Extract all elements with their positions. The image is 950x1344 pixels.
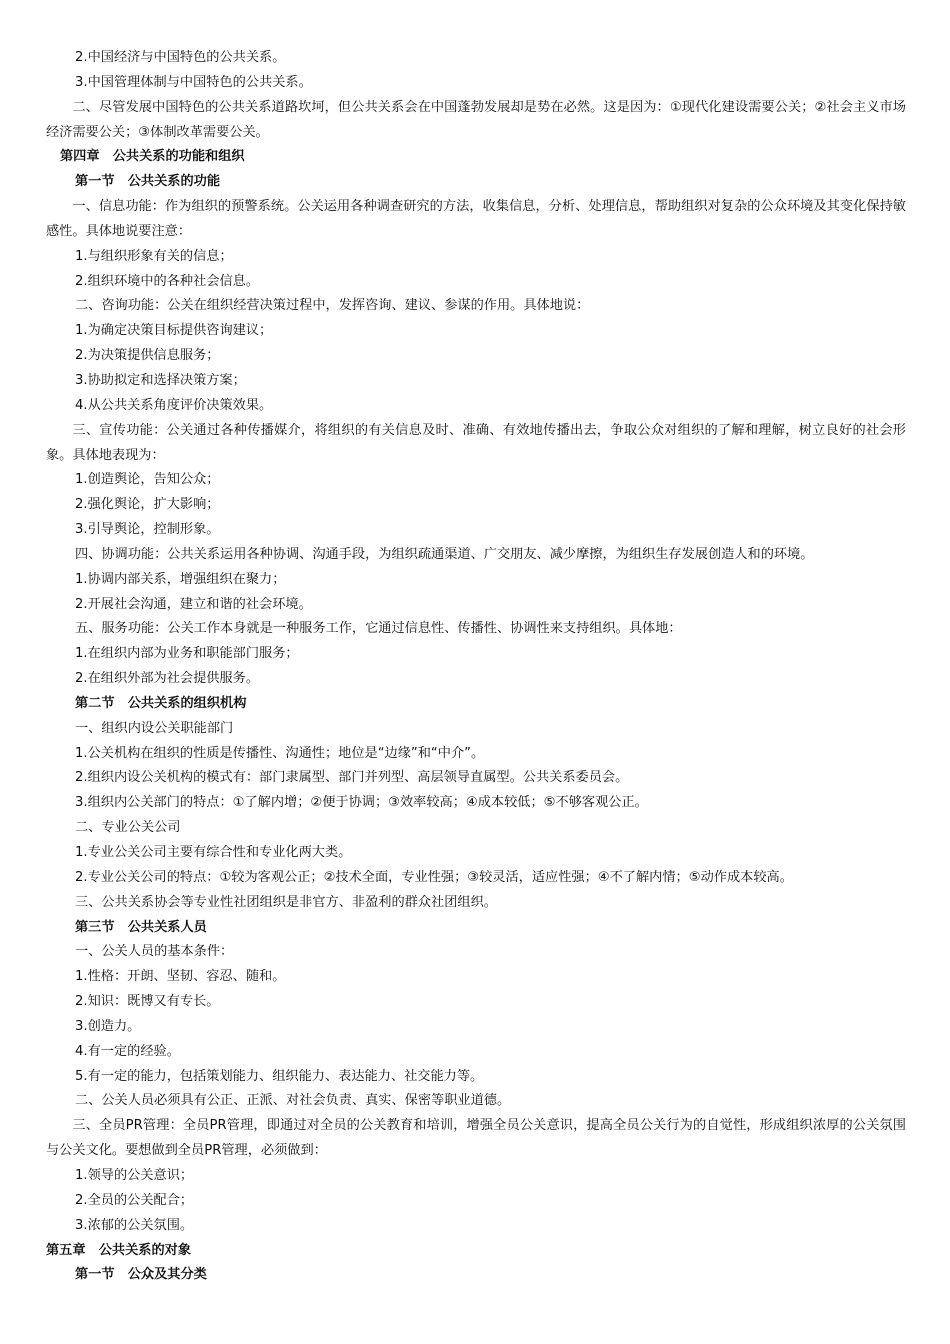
section-heading: 第二节 公共关系的组织机构 [75, 695, 247, 711]
list-item: 3.协助拟定和选择决策方案； [75, 372, 246, 388]
list-item: 3.引导舆论，控制形象。 [75, 522, 220, 538]
paragraph: 三、全员PR管理：全员PR管理，即通过对全员的公关教育和培训，增强全员公关意识，提高全员公关行为的自觉性，形成组织浓厚的公关氛围与公关文化。要想做到全员PR管理，必须做到： [46, 1118, 906, 1159]
paragraph: 一、信息功能：作为组织的预警系统。公关运用各种调查研究的方法，收集信息，分析、处理信息，帮助组织对复杂的公众环境及其变化保持敏感性。具体地说要注意： [46, 199, 906, 239]
list-item: 2.强化舆论，扩大影响； [75, 497, 220, 513]
list-item: 1.创造舆论，告知公众； [75, 472, 220, 488]
list-item: 5.有一定的能力，包括策划能力、组织能力、表达能力、社交能力等。 [75, 1068, 484, 1084]
list-item: 1.性格：开朗、坚韧、容忍、随和。 [75, 969, 286, 985]
list-item: 4.有一定的经验。 [75, 1043, 180, 1059]
list-item: 1.公关机构在组织的性质是传播性、沟通性；地位是“边缘”和“中介”。 [75, 745, 485, 761]
list-item: 3.组织内公关部门的特点：①了解内增；②便于协调；③效率较高；④成本较低；⑤不够客观公正。 [75, 795, 648, 811]
chapter-heading: 第五章 公共关系的对象 [46, 1242, 192, 1258]
list-item: 2.在组织外部为社会提供服务。 [75, 671, 260, 687]
list-item: 1.协调内部关系，增强组织在聚力； [75, 571, 286, 587]
list-item: 1.领导的公关意识； [75, 1167, 194, 1183]
list-item: 3.中国管理体制与中国特色的公共关系。 [75, 74, 312, 90]
list-item: 4.从公共关系角度评价决策效果。 [75, 397, 273, 413]
paragraph: 二、专业公关公司 [75, 820, 181, 836]
list-item: 2.知识：既博又有专长。 [75, 994, 220, 1010]
list-item: 2.组织环境中的各种社会信息。 [75, 273, 260, 289]
section-heading: 第一节 公共关系的功能 [75, 174, 221, 190]
list-item: 2.为决策提供信息服务； [75, 348, 220, 364]
list-item: 1.为确定决策目标提供咨询建议； [75, 323, 273, 339]
paragraph: 一、公关人员的基本条件： [75, 944, 234, 960]
list-item: 1.与组织形象有关的信息； [75, 248, 233, 264]
list-item: 3.创造力。 [75, 1018, 141, 1034]
list-item: 2.中国经济与中国特色的公共关系。 [75, 50, 286, 65]
section-heading: 第一节 公众及其分类 [75, 1267, 207, 1283]
chapter-heading: 第四章 公共关系的功能和组织 [60, 149, 245, 165]
paragraph: 五、服务功能：公关工作本身就是一种服务工作，它通过信息性、传播性、协调性来支持组织。具体地： [75, 621, 682, 637]
paragraph: 一、组织内设公关职能部门 [75, 720, 234, 736]
list-item: 2.全员的公关配合； [75, 1192, 194, 1208]
paragraph: 四、协调功能：公共关系运用各种协调、沟通手段，为组织疏通渠道、广交朋友、减少摩擦，为组织生存发展创造人和的环境。 [75, 546, 814, 562]
paragraph: 三、宣传功能：公关通过各种传播媒介，将组织的有关信息及时、准确、有效地传播出去，争取公众对组织的了解和理解，树立良好的社会形象。具体地表现为： [46, 422, 906, 463]
list-item: 2.专业公关公司的特点：①较为客观公正；②技术全面，专业性强；③较灵活，适应性强；④不了解内情；⑤动作成本较高。 [75, 869, 793, 885]
paragraph: 二、尽管发展中国特色的公共关系道路坎坷，但公共关系会在中国蓬勃发展却是势在必然。这是因为：①现代化建设需要公关；②社会主义市场经济需要公关；③体制改革需要公关。 [46, 99, 906, 140]
list-item: 3.浓郁的公关氛围。 [75, 1217, 194, 1233]
section-heading: 第三节 公共关系人员 [75, 919, 207, 935]
list-item: 1.在组织内部为业务和职能部门服务； [75, 646, 299, 662]
list-item: 2.组织内设公关机构的模式有：部门隶属型、部门并列型、高层领导直属型。公共关系委员会。 [75, 770, 629, 786]
paragraph: 二、公关人员必须具有公正、正派、对社会负责、真实、保密等职业道德。 [75, 1093, 511, 1109]
list-item: 1.专业公关公司主要有综合性和专业化两大类。 [75, 845, 352, 860]
paragraph: 二、咨询功能：公关在组织经营决策过程中，发挥咨询、建议、参谋的作用。具体地说： [75, 298, 590, 314]
paragraph: 三、公共关系协会等专业性社团组织是非官方、非盈利的群众社团组织。 [75, 894, 497, 910]
list-item: 2.开展社会沟通，建立和谐的社会环境。 [75, 596, 312, 612]
